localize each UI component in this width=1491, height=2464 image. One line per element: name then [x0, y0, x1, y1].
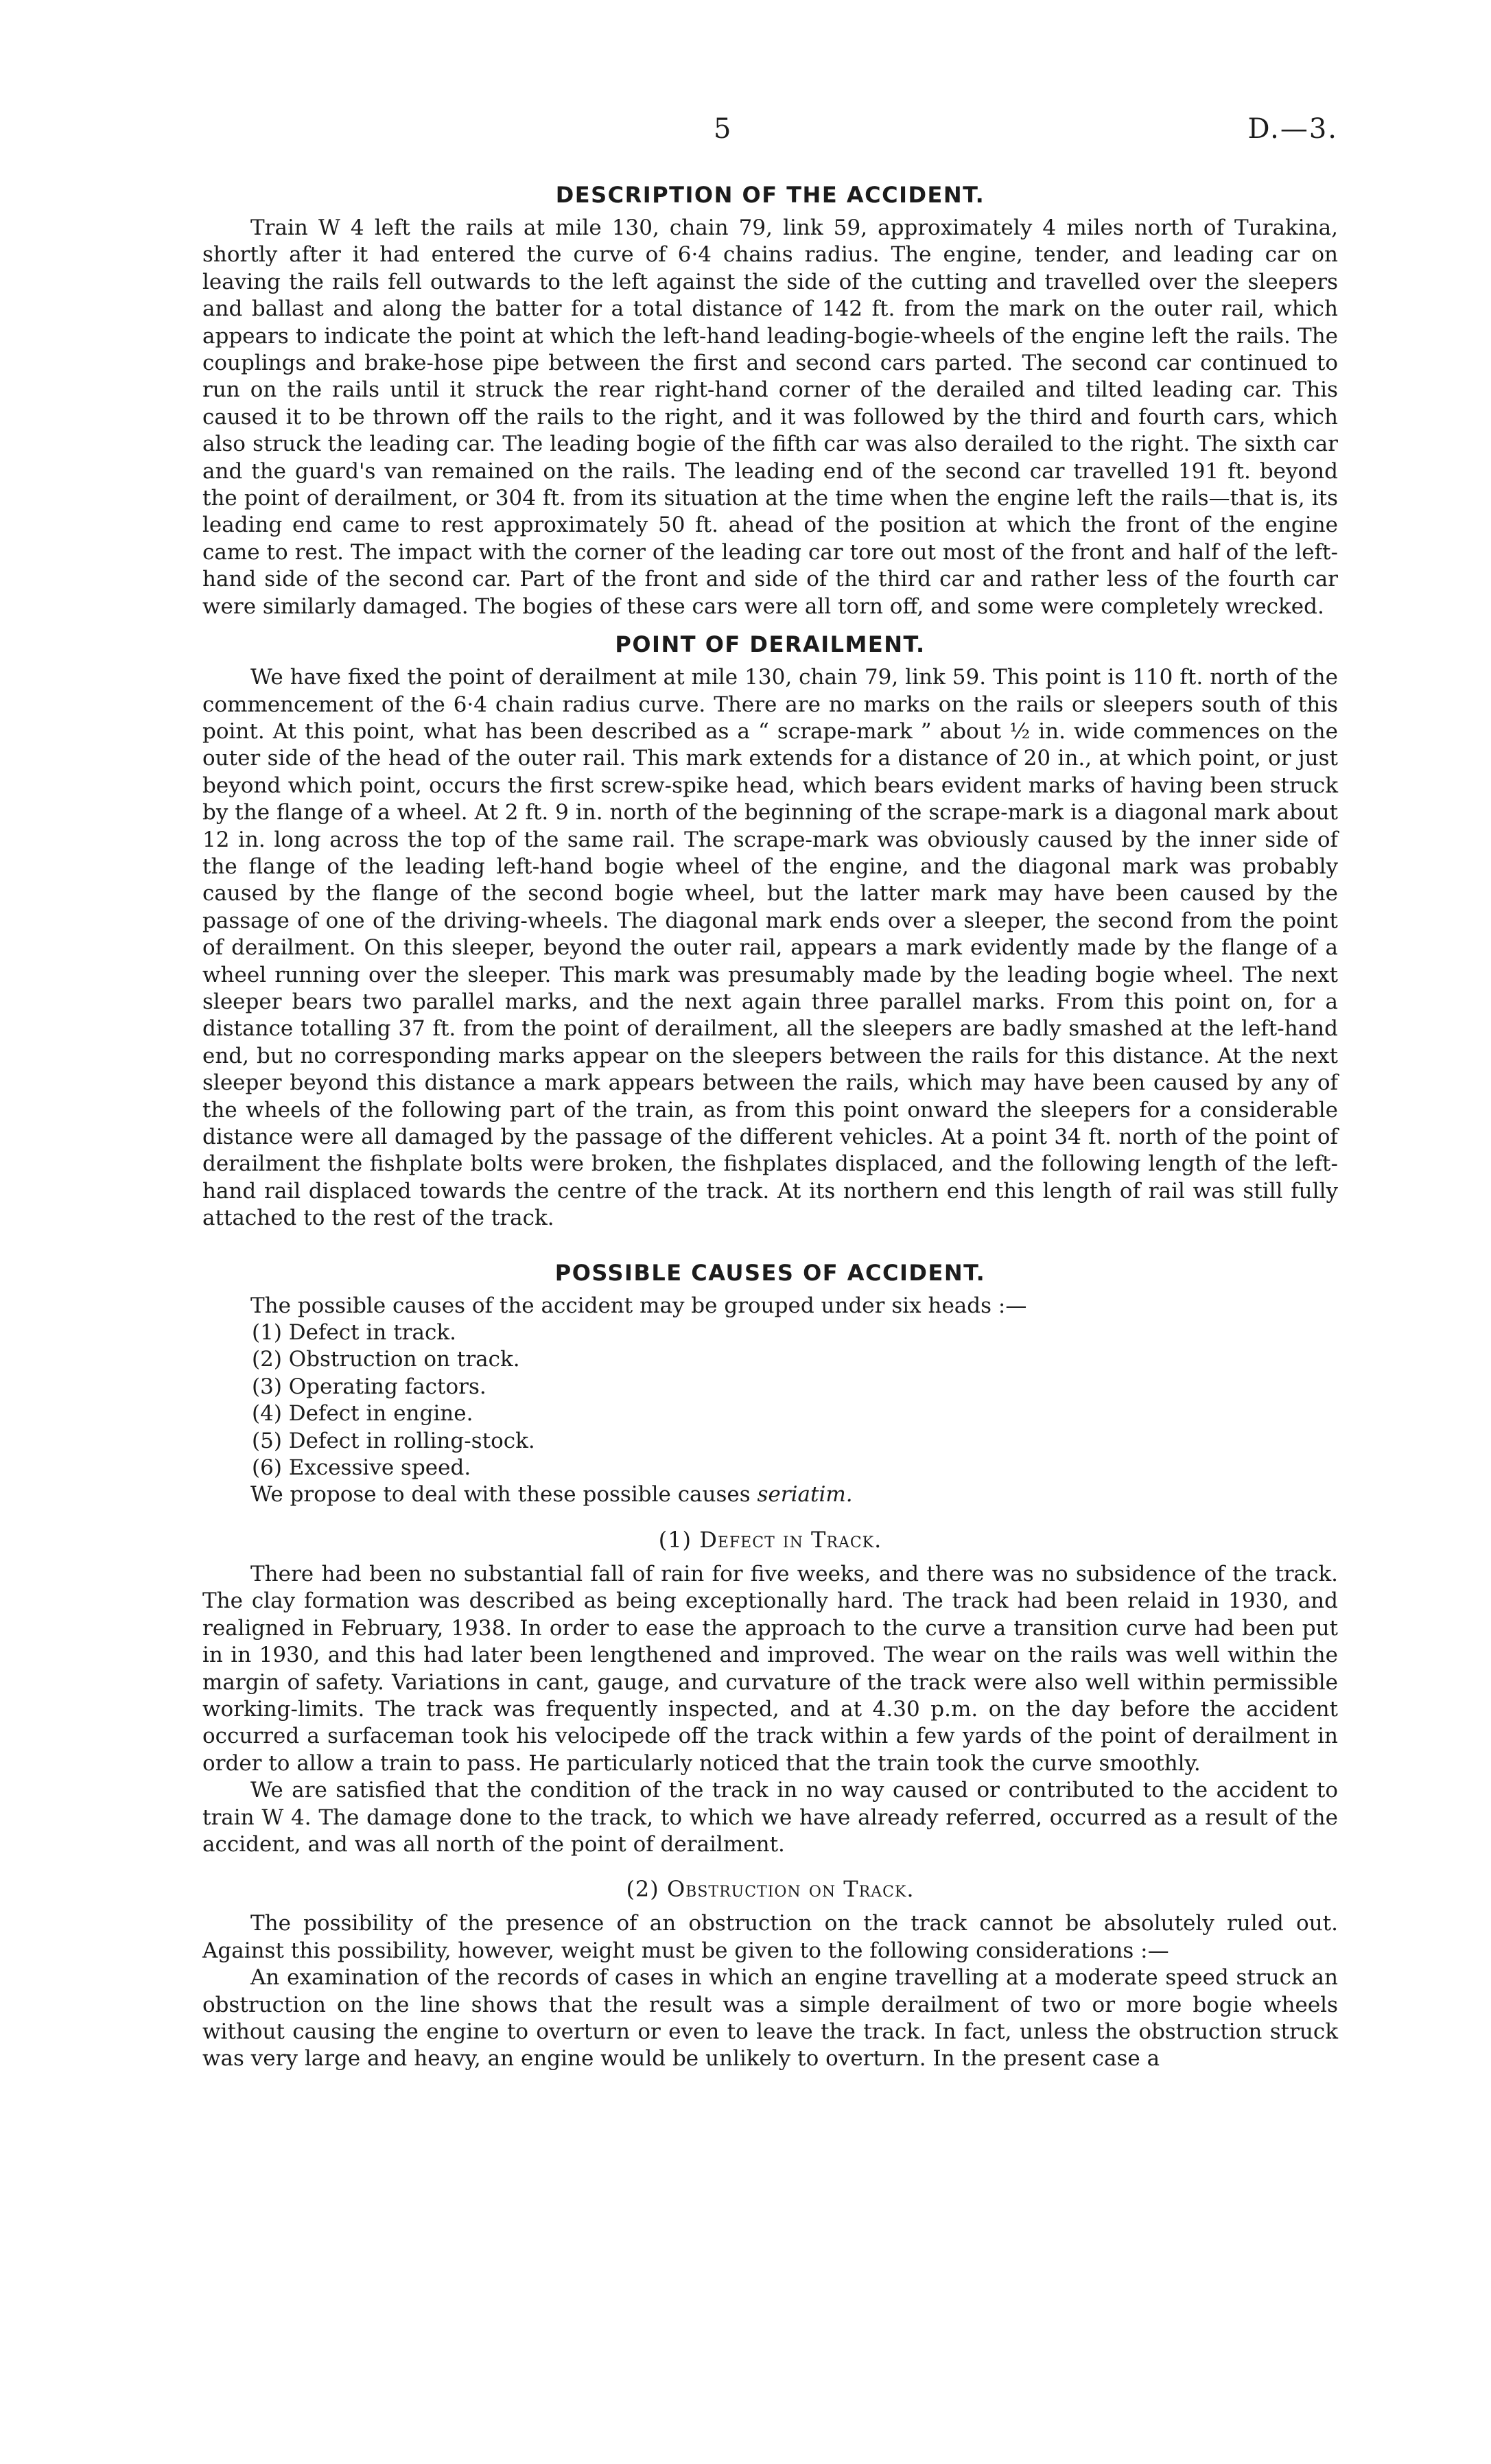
section-description: [202, 182, 1338, 620]
section-heading: DESCRIPTION OF THE ACCIDENT.: [555, 182, 985, 208]
subsection-heading: (1) Defect in Track.: [658, 1526, 882, 1553]
section-point-of-derailment: [202, 631, 1338, 1232]
subsection-heading: (2) Obstruction on Track.: [626, 1876, 915, 1903]
paragraph: The possibility of the presence of an obstruction on the track cannot be absolutely ruled out. Against this possibility, however, weight must be given to the following considerations :—: [202, 1911, 1338, 1963]
section-heading: POINT OF DERAILMENT.: [615, 631, 926, 658]
list-item: (5) Defect in rolling-stock.: [252, 1428, 535, 1453]
paragraph: We are satisfied that the condition of the track in no way caused or contributed to the accident to train W 4. The damage done to the track, to which we have already referred, occurred as a result of the accident, and was all north of the point of derailment.: [202, 1778, 1338, 1857]
paragraph: We have fixed the point of derailment at mile 130, chain 79, link 59. This point is 110 ft. north of the commencement of the 6·4 chain radius curve. There are no marks on the rails or sleepers south of this point. At this point, what has been described as a “ scrape-mark ” about ½ in. wide commences on the outer side of the head of the outer rail. This mark extends for a distance of 20 in., at which point, or just beyond which point, occurs the first screw-spike head, which bears evident marks of having been struck by the flange of a wheel. At 2 ft. 9 in. north of the beginning of the scrape-mark is a diagonal mark about 12 in. long across the top of the same rail. The scrape-mark was obviously caused by the inner side of the flange of the leading left-hand bogie wheel of the engine, and the diagonal mark was probably caused by the flange of the second bogie wheel, but the latter mark may have been caused by the passage of one of the driving-wheels. The diagonal mark ends over a sleeper, the second from the point of derailment. On this sleeper, beyond the outer rail, appears a mark evidently made by the flange of a wheel running over the sleeper. This mark was presumably made by the leading bogie wheel. The next sleeper bears two parallel marks, and the next again three parallel marks. From this point on, for a distance totalling 37 ft. from the point of derailment, all the sleepers are badly smashed at the left-hand end, but no corresponding marks appear on the sleepers between the rails for this distance. At the next sleeper beyond this distance a mark appears between the rails, which may have been caused by any of the wheels of the following part of the train, as from this point onward the sleepers for a considerable distance were all damaged by the passage of the different vehicles. At a point 34 ft. north of the point of derailment the fishplate bolts were broken, the fishplates displaced, and the following length of the left-hand rail displaced towards the centre of the track. At its northern end this length of rail was still fully attached to the rest of the track.: [202, 665, 1338, 1231]
list-item: (3) Operating factors.: [252, 1374, 486, 1399]
page-number: 5: [714, 113, 731, 145]
section-possible-causes: [202, 1260, 1338, 1509]
list-item: (1) Defect in track.: [252, 1320, 456, 1346]
section-obstruction-on-track: [202, 1876, 1338, 2072]
page-header: [0, 113, 1491, 154]
document-body: [202, 182, 1338, 2073]
list-item: (2) Obstruction on track.: [252, 1347, 520, 1372]
section-heading: POSSIBLE CAUSES OF ACCIDENT.: [554, 1259, 986, 1286]
causes-outro: [202, 1481, 1338, 1508]
paragraph: An examination of the records of cases in which an engine travelling at a moderate speed struck an obstruction on the line shows that the result was a simple derailment of two or more bogie wheels without causing the engine to overturn or even to leave the track. In fact, unless the obstruction struck was very large and heavy, an engine would be unlikely to overturn. In the present case a: [202, 1965, 1338, 2072]
causes-outro-italic: seriatim.: [757, 1482, 853, 1507]
causes-outro-text: We propose to deal with these possible causes: [250, 1482, 751, 1507]
section-defect-in-track: [202, 1527, 1338, 1858]
page-reference: D.—3.: [1247, 113, 1338, 145]
paragraph: Train W 4 left the rails at mile 130, chain 79, link 59, approximately 4 miles north of Turakina, shortly after it had entered the curve of 6·4 chains radius. The engine, tender, and leading car on leaving the rails fell outwards to the left against the side of the cutting and travelled over the sleepers and ballast and along the batter for a total distance of 142 ft. from the mark on the outer rail, which appears to indicate the point at which the left-hand leading-bogie-wheels of the engine left the rails. The couplings and brake-hose pipe between the first and second cars parted. The second car continued to run on the rails until it struck the rear right-hand corner of the derailed and tilted leading car. This caused it to be thrown off the rails to the right, and it was followed by the third and fourth cars, which also struck the leading car. The leading bogie of the fifth car was also derailed to the right. The sixth car and the guard's van remained on the rails. The leading end of the second car travelled 191 ft. beyond the point of derailment, or 304 ft. from its situation at the time when the engine left the rails—that is, its leading end came to rest approximately 50 ft. ahead of the position at which the front of the engine came to rest. The impact with the corner of the leading car tore out most of the front and half of the left-hand side of the second car. Part of the front and side of the third car and rather less of the fourth car were similarly damaged. The bogies of these cars were all torn off, and some were completely wrecked.: [202, 215, 1338, 619]
list-item: (4) Defect in engine.: [252, 1401, 473, 1427]
causes-intro: The possible causes of the accident may be grouped under six heads :—: [250, 1293, 1027, 1318]
list-item: (6) Excessive speed.: [252, 1455, 471, 1481]
causes-list: [202, 1319, 1338, 1481]
paragraph: There had been no substantial fall of rain for five weeks, and there was no subsidence of the track. The clay formation was described as being exceptionally hard. The track had been relaid in 1930, and realigned in February, 1938. In order to ease the approach to the curve a transition curve had been put in in 1930, and this had later been lengthened and improved. The wear on the rails was well within the margin of safety. Variations in cant, gauge, and curvature of the track were also well within permissible working-limits. The track was frequently inspected, and at 4.30 p.m. on the day before the accident occurred a surfaceman took his velocipede off the track within a few yards of the point of derailment in order to allow a train to pass. He particularly noticed that the train took the curve smoothly.: [202, 1561, 1338, 1776]
